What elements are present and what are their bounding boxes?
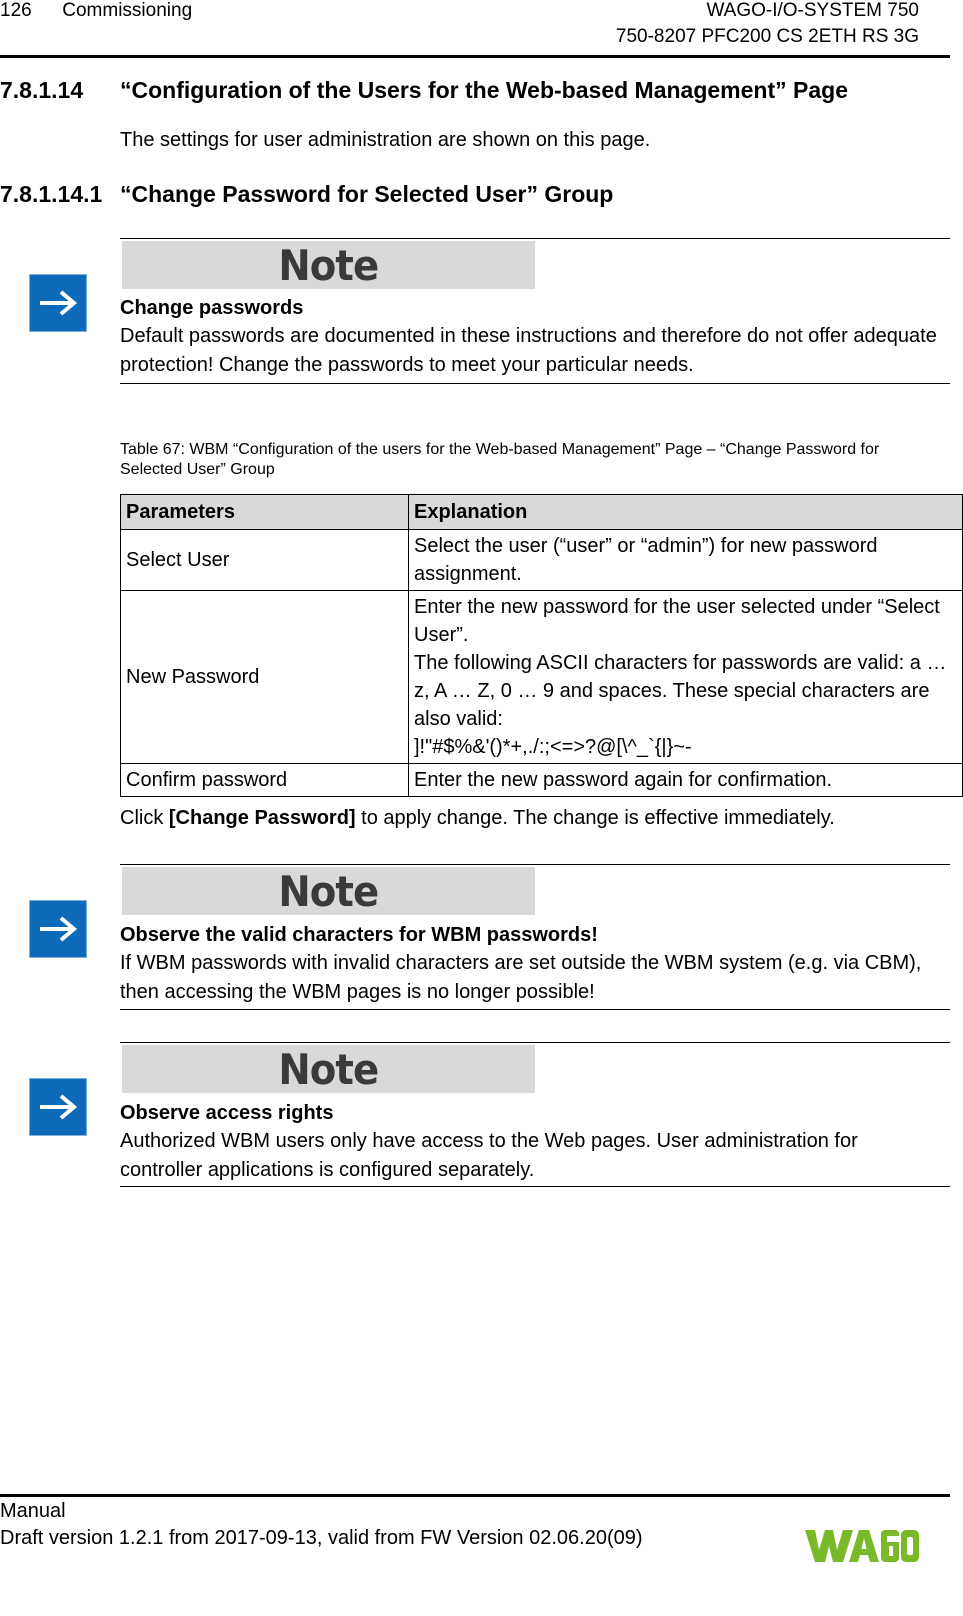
instruction-prefix: Click <box>120 807 169 829</box>
subsection-title: “Change Password for Selected User” Group <box>120 181 614 207</box>
explanation-text: Enter the new password for the user selected under “Select User”. <box>414 596 940 646</box>
special-characters: ]!"#$%&'()*+,./:;<=>?@[\^_`{|}~- <box>414 736 692 758</box>
note-access-rights <box>120 1042 950 1192</box>
footer-line-2: Draft version 1.2.1 from 2017-09-13, valid from FW Version 02.06.20(09) <box>0 1527 643 1549</box>
note-bottom-rule <box>120 1186 950 1187</box>
note-change-passwords <box>120 238 950 388</box>
wago-logo-text: WAGO <box>803 1524 807 1525</box>
note-banner <box>122 241 535 289</box>
explanation-text: The following ASCII characters for passwords are valid: a … z, A … Z, 0 … 9 and spaces. These special characters are also valid: <box>414 652 947 730</box>
note-valid-characters <box>120 864 950 1014</box>
param-cell: Select User <box>121 530 409 591</box>
page-header-left <box>0 0 192 24</box>
instruction-text <box>120 804 835 832</box>
note-bottom-rule <box>120 383 950 384</box>
arrow-right-icon <box>37 1092 79 1122</box>
note-bottom-rule <box>120 1009 950 1010</box>
table-header-row <box>121 495 963 530</box>
arrow-right-icon <box>37 288 79 318</box>
page-number: 126 <box>0 0 32 21</box>
note-text: Default passwords are documented in these instructions and therefore do not offer adequate protection! Change the passwords to meet your particular needs. <box>120 325 937 376</box>
product-line-1: WAGO-I/O-SYSTEM 750 <box>706 0 919 21</box>
note-arrow-icon <box>29 1078 87 1136</box>
page-header-right <box>616 0 919 50</box>
note-top-rule <box>120 1042 950 1043</box>
parameters-table <box>120 494 963 797</box>
table-row <box>121 591 963 764</box>
note-title: Observe the valid characters for WBM passwords! <box>120 924 598 946</box>
instruction-suffix: to apply change. The change is effective immediately. <box>355 807 835 829</box>
note-banner-label: Note <box>278 1044 379 1094</box>
note-top-rule <box>120 238 950 239</box>
explanation-cell <box>409 530 963 591</box>
arrow-right-icon <box>37 914 79 944</box>
column-header-parameters: Parameters <box>121 495 409 530</box>
table-row <box>121 530 963 591</box>
subsection-number: 7.8.1.14.1 <box>0 181 103 207</box>
explanation-cell <box>409 591 963 764</box>
note-top-rule <box>120 864 950 865</box>
explanation-cell <box>409 764 963 797</box>
wago-logo-icon <box>803 1524 921 1566</box>
section-number: 7.8.1.14 <box>0 77 84 103</box>
note-text: Authorized WBM users only have access to the Web pages. User administration for controller applications is configured separately. <box>120 1130 858 1181</box>
note-banner <box>122 867 535 915</box>
footer-line-1: Manual <box>0 1500 66 1522</box>
note-title: Observe access rights <box>120 1102 334 1124</box>
note-title: Change passwords <box>120 297 304 319</box>
wago-logo <box>803 1524 921 1571</box>
table-row <box>121 764 963 797</box>
section-title: “Configuration of the Users for the Web-based Management” Page <box>120 77 848 103</box>
param-cell: Confirm password <box>121 764 409 797</box>
note-banner <box>122 1045 535 1093</box>
note-banner-label: Note <box>278 866 379 916</box>
header-rule <box>0 55 950 58</box>
note-text: If WBM passwords with invalid characters are set outside the WBM system (e.g. via CBM), then accessing the WBM pages is no longer possible! <box>120 952 922 1003</box>
param-cell: New Password <box>121 591 409 764</box>
note-arrow-icon <box>29 900 87 958</box>
footer-rule <box>0 1494 950 1497</box>
explanation-text: Enter the new password again for confirmation. <box>414 769 832 791</box>
column-header-explanation: Explanation <box>409 495 963 530</box>
section-name: Commissioning <box>62 0 193 21</box>
table-caption: Table 67: WBM “Configuration of the users for the Web-based Management” Page – “Change Password for Selected User” Group <box>120 441 880 478</box>
change-password-button-ref: [Change Password] <box>168 807 356 829</box>
note-arrow-icon <box>29 274 87 332</box>
note-banner-label: Note <box>278 240 379 290</box>
product-line-2: 750-8207 PFC200 CS 2ETH RS 3G <box>615 26 919 47</box>
explanation-text: Select the user (“user” or “admin”) for new password assignment. <box>414 535 878 585</box>
intro-text: The settings for user administration are shown on this page. <box>120 129 651 151</box>
